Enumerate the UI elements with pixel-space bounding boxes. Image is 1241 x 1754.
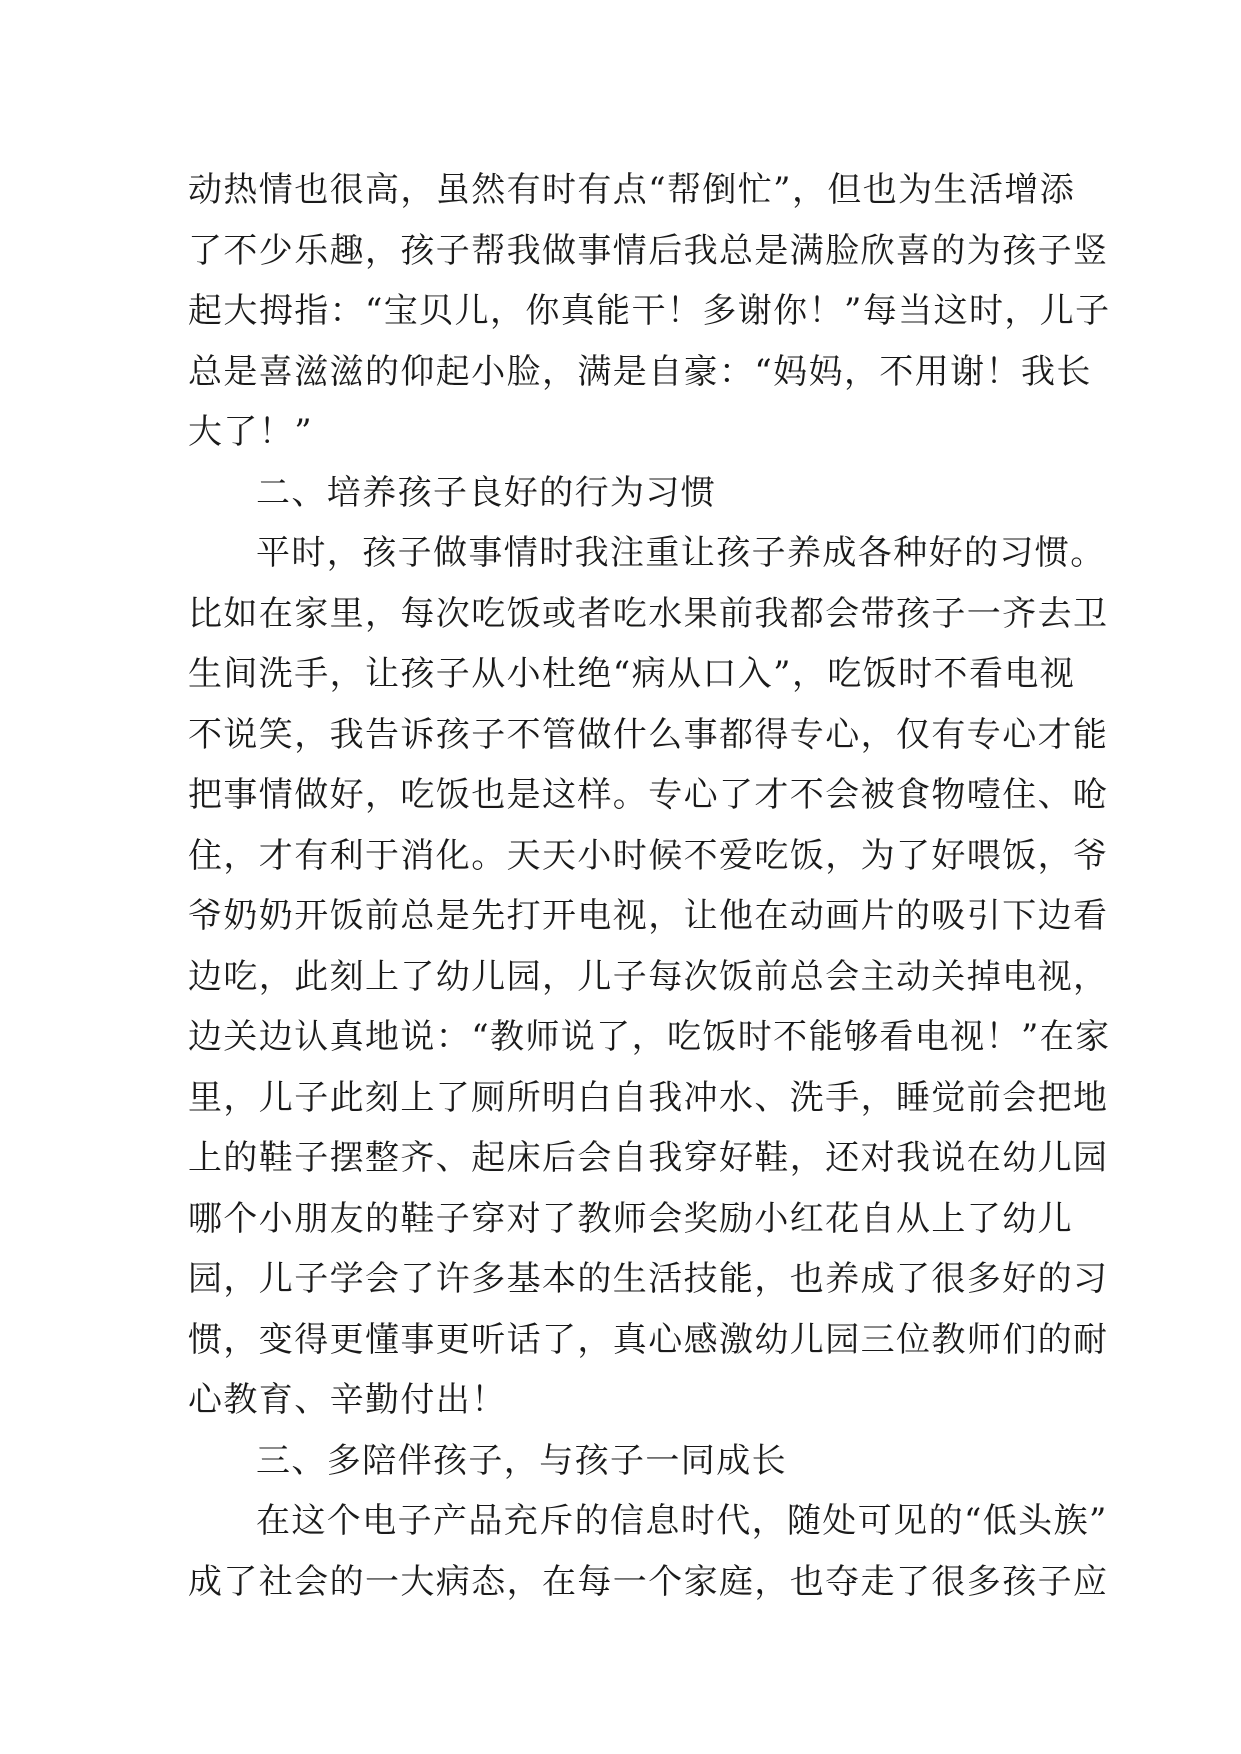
paragraph-line: 爷奶奶开饭前总是先打开电视，让他在动画片的吸引下边看 — [188, 896, 1109, 936]
paragraph-line-indented: 平时，孩子做事情时我注重让孩子养成各种好的习惯。 — [256, 533, 1106, 573]
paragraph-line: 生间洗手，让孩子从小杜绝“病从口入”，吃饭时不看电视 — [188, 654, 1076, 694]
paragraph-line: 里，儿子此刻上了厕所明白自我冲水、洗手，睡觉前会把地 — [188, 1077, 1109, 1118]
paragraph-line: 园，儿子学会了许多基本的生活技能，也养成了很多好的习 — [188, 1259, 1109, 1299]
paragraph-line: 把事情做好，吃饭也是这样。专心了才不会被食物噎住、呛 — [188, 775, 1109, 815]
paragraph-line-indented: 在这个电子产品充斥的信息时代，随处可见的“低头族” — [256, 1501, 1108, 1541]
paragraph-line: 哪个小朋友的鞋子穿对了教师会奖励小红花自从上了幼儿 — [188, 1198, 1073, 1239]
paragraph-line: 动热情也很高，虽然有时有点“帮倒忙”，但也为生活增添 — [188, 170, 1076, 210]
paragraph-line: 住，才有利于消化。天天小时候不爱吃饭，为了好喂饭，爷 — [188, 835, 1109, 876]
paragraph-line: 比如在家里，每次吃饭或者吃水果前我都会带孩子一齐去卫 — [188, 593, 1109, 634]
paragraph-line: 边吃，此刻上了幼儿园，儿子每次饭前总会主动关掉电视， — [188, 956, 1109, 997]
body-text — [188, 160, 1111, 1612]
paragraph-line: 了不少乐趣，孩子帮我做事情后我总是满脸欣喜的为孩子竖 — [188, 230, 1109, 271]
paragraph-line: 心教育、辛勤付出！ — [188, 1380, 507, 1420]
paragraph-line: 边关边认真地说：“教师说了，吃饭时不能够看电视！”在家 — [188, 1017, 1111, 1057]
paragraph-line-indented: 三、多陪伴孩子，与孩子一同成长 — [256, 1440, 787, 1481]
paragraph-line: 不说笑，我告诉孩子不管做什么事都得专心，仅有专心才能 — [188, 714, 1109, 755]
paragraph-line: 总是喜滋滋的仰起小脸，满是自豪：“妈妈，不用谢！我长 — [188, 351, 1092, 392]
paragraph-line: 惯，变得更懂事更听话了，真心感激幼儿园三位教师们的耐 — [188, 1319, 1109, 1360]
paragraph-line: 成了社会的一大病态，在每一个家庭，也夺走了很多孩子应 — [188, 1561, 1109, 1602]
paragraph-line: 上的鞋子摆整齐、起床后会自我穿好鞋，还对我说在幼儿园 — [188, 1138, 1109, 1178]
paragraph-line: 大了！” — [188, 412, 313, 452]
paragraph-line: 起大拇指：“宝贝儿，你真能干！多谢你！”每当这时，儿子 — [188, 291, 1111, 331]
paragraph-line-indented: 二、培养孩子良好的行为习惯 — [256, 472, 717, 513]
